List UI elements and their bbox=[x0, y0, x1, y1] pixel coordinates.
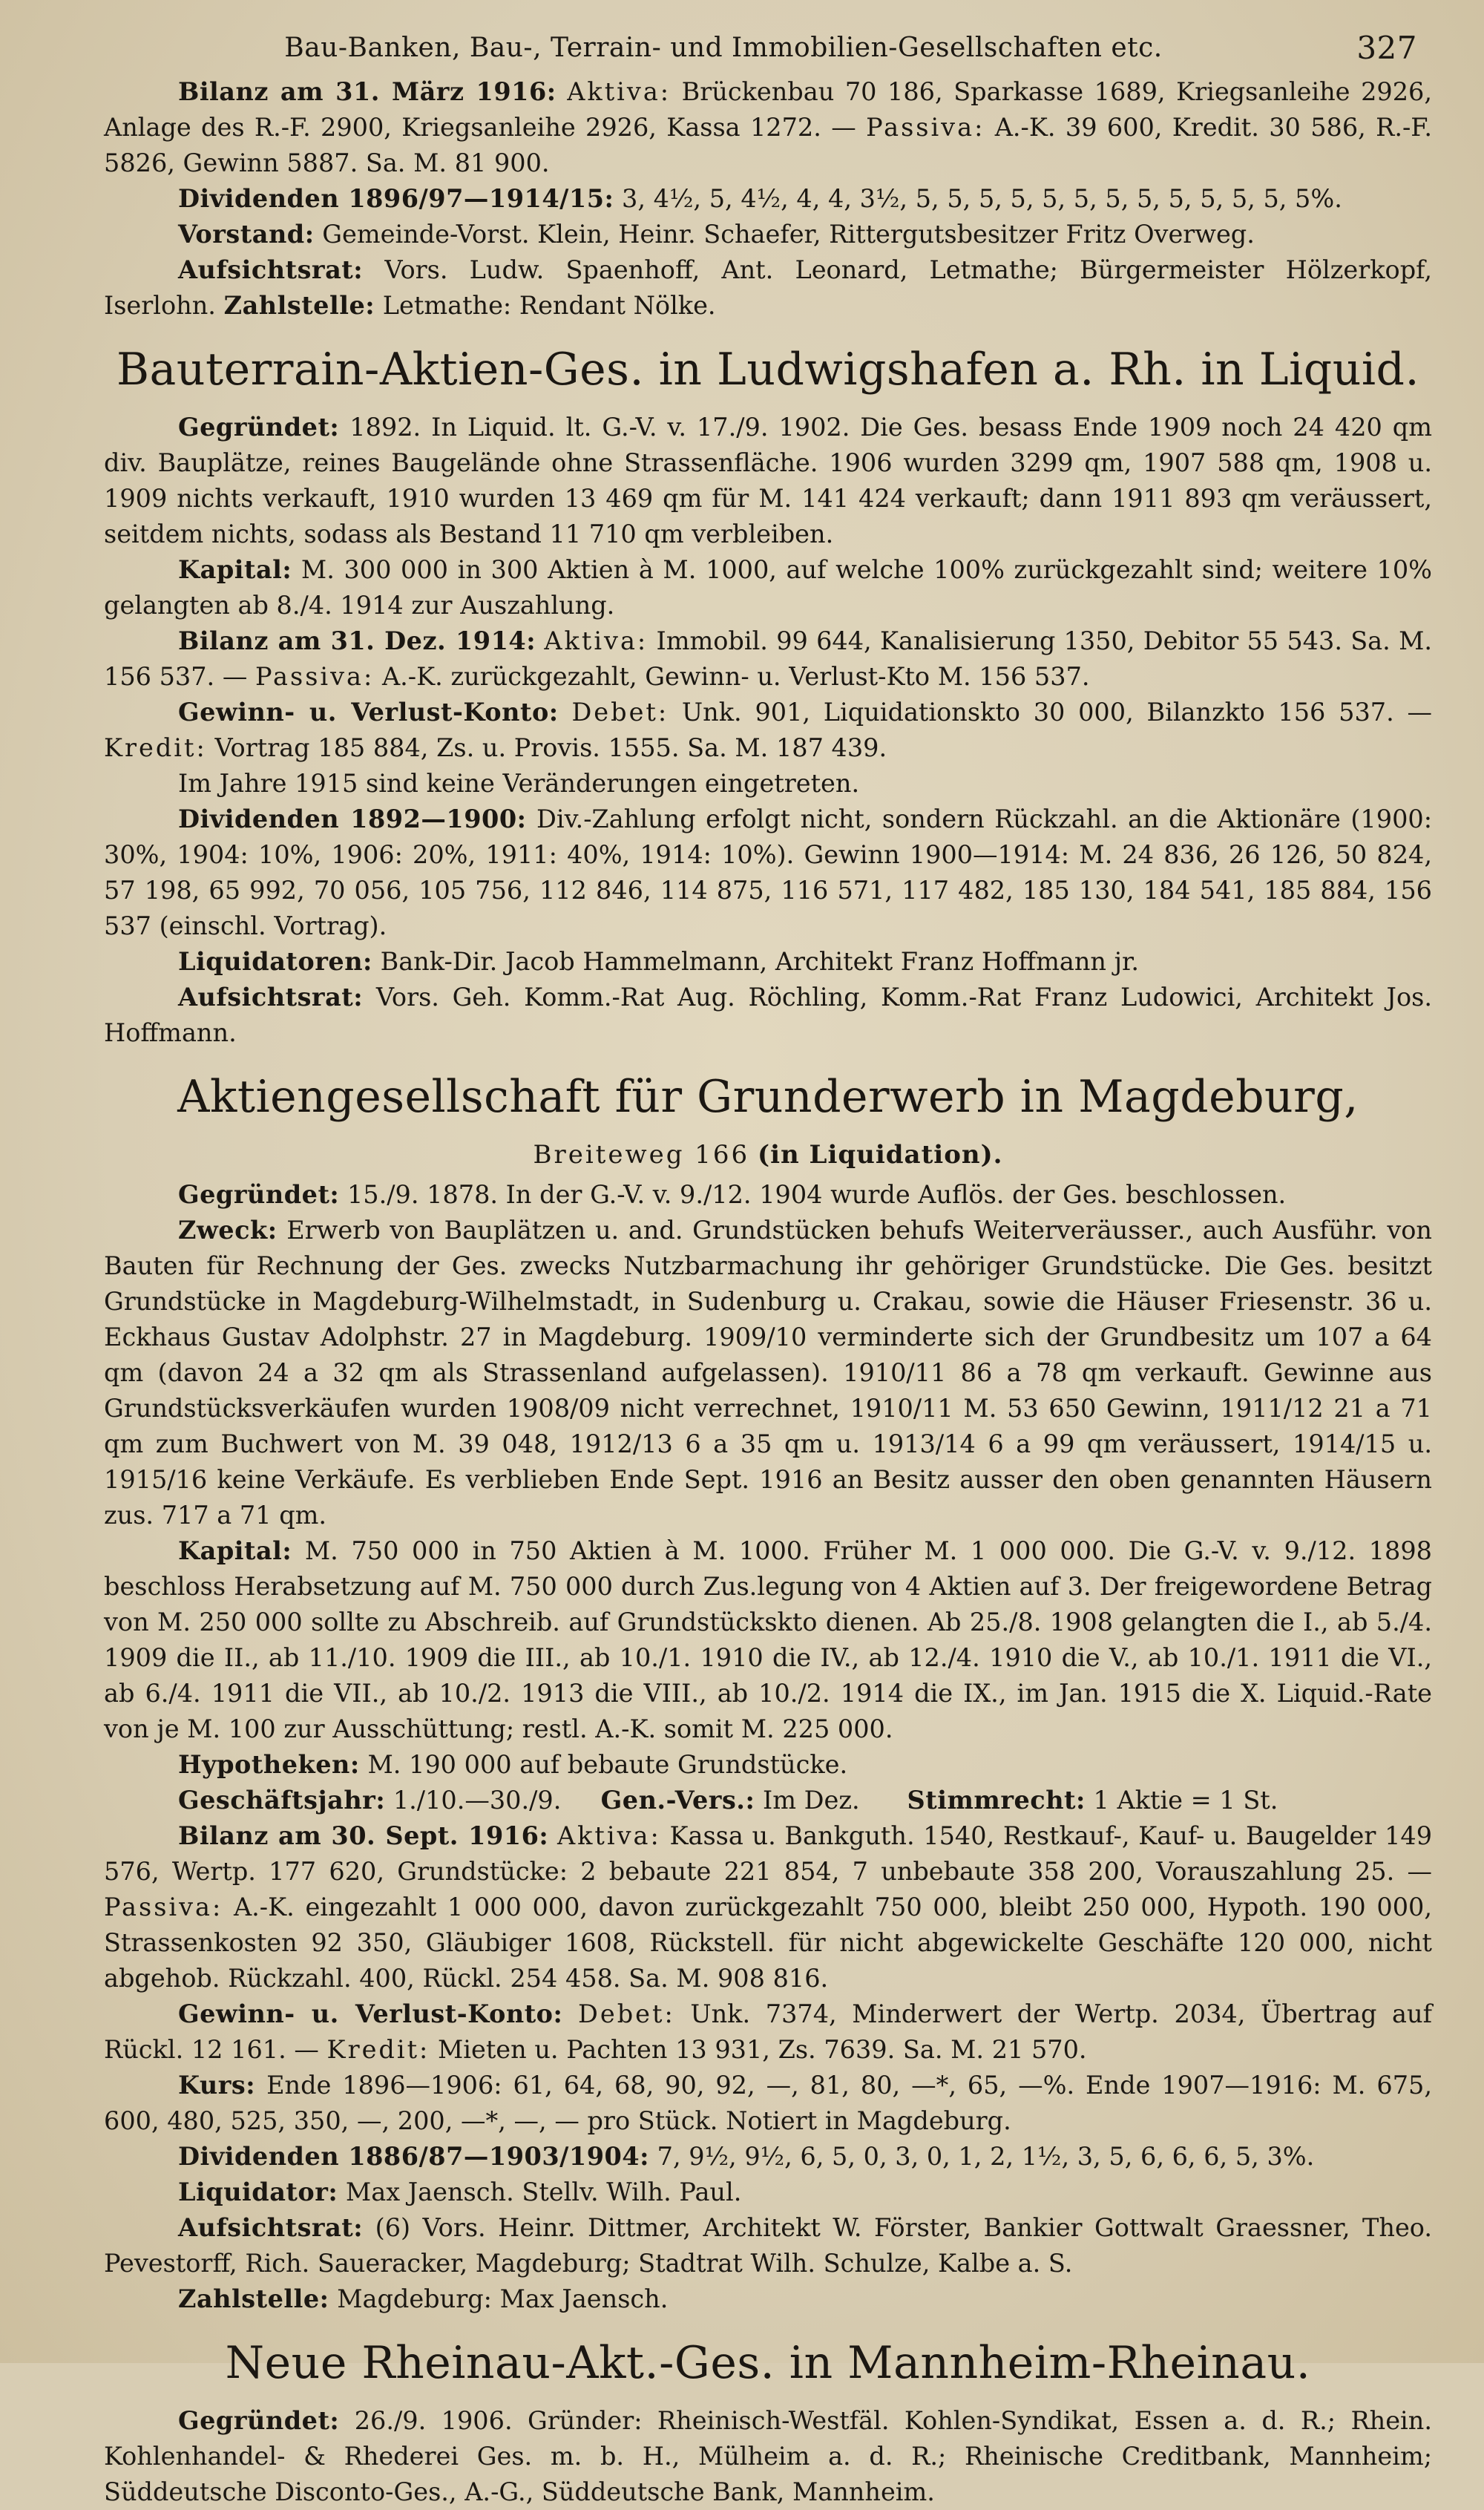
entry2-zahlstelle-text: Magdeburg: Max Jaensch. bbox=[337, 2284, 669, 2313]
entry3-title: Neue Rheinau-Akt.-Ges. in Mannheim-Rheinau. bbox=[225, 2337, 1311, 2389]
prev-bilanz-text1: Brückenbau 70 186, Sparkasse 1689, Kriegsanleihe 2926, Anlage des R.-F. 2900, Kriegsanleihe 2926, Kassa 1272. — bbox=[104, 77, 1432, 142]
entry1-dividenden-paragraph bbox=[104, 802, 1432, 944]
entry2-aufsichtsrat-paragraph bbox=[104, 2210, 1432, 2281]
entry2-bilanz-text2: A.-K. eingezahlt 1 000 000, davon zurückgezahlt 750 000, bleibt 250 000, Hypoth. 190 000, Strassenkosten 92 350, Gläubiger 1608, Rückstell. für nicht abgewickelte Geschäfte 120 000, nicht abgehob. Rückzahl. 400, Rückl. 254 458. Sa. M. 908 816. bbox=[104, 1893, 1432, 1993]
entry2-kurs-paragraph bbox=[104, 2068, 1432, 2139]
entry1-bilanz-label: Bilanz am 31. Dez. 1914: bbox=[178, 626, 536, 655]
prev-vorstand-label: Vorstand: bbox=[178, 220, 315, 249]
entry2-kurs-label: Kurs: bbox=[178, 2071, 256, 2100]
prev-aufsichtsrat-text: Vors. Ludw. Spaenhoff, Ant. Leonard, Letmathe; Bürgermeister Hölzerkopf, Iserlohn. bbox=[104, 255, 1432, 320]
prev-dividenden-label: Dividenden 1896/97—1914/15: bbox=[178, 184, 614, 213]
entry2-hypotheken-text: M. 190 000 auf bebaute Grundstücke. bbox=[367, 1750, 848, 1779]
entry2-bilanz-paragraph bbox=[104, 1818, 1432, 1996]
entry1-kapital-label: Kapital: bbox=[178, 555, 292, 584]
entry1-body bbox=[104, 410, 1432, 1051]
entry2-kurs-text: Ende 1896—1906: 61, 64, 68, 90, 92, —, 81, 80, —*, 65, —%. Ende 1907—1916: M. 675, 600, 480, 525, 350, —, 200, —*, —, — pro Stück. Notiert in Magdeburg. bbox=[104, 2071, 1432, 2135]
page-number: 327 bbox=[1356, 30, 1417, 66]
running-head bbox=[104, 22, 1432, 74]
entry1-guv-text2: Vortrag 185 884, Zs. u. Provis. 1555. Sa. M. 187 439. bbox=[214, 733, 887, 762]
entry2-gegruendet-paragraph bbox=[104, 1177, 1432, 1213]
prev-dividenden-paragraph bbox=[104, 181, 1432, 217]
entry1-dividenden-text: Div.-Zahlung erfolgt nicht, sondern Rückzahl. an die Aktionäre (1900: 30%, 1904: 10%, 1906: 20%, 1911: 40%, 1914: 10%). Gewinn 1900—1914: M. 24 836, 26 126, 50 824, 57 198, 65 992, 70 056, 105 756, 112 846, 114 875, 116 571, 117 482, 185 130, 184 541, 185 884, 156 537 (einschl. Vortrag). bbox=[104, 805, 1432, 940]
entry1-liquidatoren-label: Liquidatoren: bbox=[178, 947, 372, 976]
entry2-stimmrecht-text: 1 Aktie = 1 St. bbox=[1093, 1786, 1278, 1815]
entry3-body bbox=[104, 2403, 1432, 2510]
prev-bilanz-label: Bilanz am 31. März 1916: bbox=[178, 77, 556, 106]
entry2-subtitle-address: Breiteweg 166 bbox=[533, 1140, 750, 1170]
entry2-guv-kredit-label: Kredit: bbox=[326, 2035, 430, 2064]
entry1-dividenden-label: Dividenden 1892—1900: bbox=[178, 805, 527, 833]
entry2-guv-text1: Unk. 7374, Minderwert der Wertp. 2034, Übertrag auf Rückl. 12 161. — bbox=[104, 1999, 1432, 2064]
previous-entry-continuation bbox=[104, 74, 1432, 324]
entry2-title: Aktiengesellschaft für Grunderwerb in Magdeburg, bbox=[177, 1071, 1359, 1123]
entry2-aufsichtsrat-label: Aufsichtsrat: bbox=[178, 2213, 364, 2242]
entry2-subtitle bbox=[104, 1137, 1432, 1173]
prev-aufsichtsrat-paragraph bbox=[104, 252, 1432, 324]
entry1-bilanz-passiva-label: Passiva: bbox=[255, 662, 375, 691]
prev-bilanz-aktiva-label: Aktiva: bbox=[567, 77, 672, 106]
entry1-jahr1915-paragraph: Im Jahre 1915 sind keine Veränderungen eingetreten. bbox=[178, 769, 860, 798]
entry2-liquidator-label: Liquidator: bbox=[178, 2178, 338, 2206]
entry2-aufsichtsrat-text: (6) Vors. Heinr. Dittmer, Architekt W. Förster, Bankier Gottwalt Graessner, Theo. Pevestorff, Rich. Saueracker, Magdeburg; Stadtrat Wilh. Schulze, Kalbe a. S. bbox=[104, 2213, 1432, 2278]
entry2-zahlstelle-paragraph bbox=[104, 2281, 1432, 2317]
entry2-liquidator-paragraph bbox=[104, 2175, 1432, 2210]
entry2-geschaeftsjahr-label: Geschäftsjahr: bbox=[178, 1786, 386, 1815]
entry1-guv-paragraph bbox=[104, 695, 1432, 766]
entry2-zweck-label: Zweck: bbox=[178, 1216, 278, 1245]
entry1-gegruendet-paragraph bbox=[104, 410, 1432, 552]
entry1-guv-label: Gewinn- u. Verlust-Konto: bbox=[178, 698, 559, 727]
entry1-bilanz-aktiva-label: Aktiva: bbox=[544, 626, 649, 655]
entry1-kapital-paragraph bbox=[104, 552, 1432, 623]
entry2-guv-label: Gewinn- u. Verlust-Konto: bbox=[178, 1999, 563, 2028]
prev-vorstand-paragraph bbox=[104, 217, 1432, 252]
entry2-subtitle-status: (in Liquidation). bbox=[757, 1140, 1003, 1170]
prev-zahlstelle-label: Zahlstelle: bbox=[223, 291, 375, 320]
entry2-hypotheken-label: Hypotheken: bbox=[178, 1750, 360, 1779]
entry2-geschaeftsjahr-text: 1./10.—30./9. bbox=[393, 1786, 562, 1815]
prev-bilanz-passiva-label: Passiva: bbox=[866, 113, 985, 142]
entry3-gegruendet-label: Gegründet: bbox=[178, 2406, 340, 2435]
entry1-title: Bauterrain-Aktien-Ges. in Ludwigshafen a. Rh. in Liquid. bbox=[116, 344, 1420, 396]
entry1-guv-debet-label: Debet: bbox=[571, 698, 669, 727]
prev-zahlstelle-text: Letmathe: Rendant Nölke. bbox=[382, 291, 716, 320]
entry2-bilanz-text1: Kassa u. Bankguth. 1540, Restkauf-, Kauf- u. Baugelder 149 576, Wertp. 177 620, Grundstücke: 2 bebaute 221 854, 7 unbebaute 358 200, Vorauszahlung 25. — bbox=[104, 1821, 1433, 1886]
entry2-kapital-label: Kapital: bbox=[178, 1536, 292, 1565]
entry2-dividenden-label: Dividenden 1886/87—1903/1904: bbox=[178, 2142, 649, 2171]
entry2-guv-text2: Mieten u. Pachten 13 931, Zs. 7639. Sa. M. 21 570. bbox=[437, 2035, 1087, 2064]
entry2-gegruendet-text: 15./9. 1878. In der G.-V. v. 9./12. 1904 wurde Auflös. der Ges. beschlossen. bbox=[347, 1180, 1287, 1209]
entry1-liquidatoren-text: Bank-Dir. Jacob Hammelmann, Architekt Franz Hoffmann jr. bbox=[380, 947, 1139, 976]
entry2-guv-debet-label: Debet: bbox=[578, 1999, 675, 2028]
entry3-gegruendet-text: 26./9. 1906. Gründer: Rheinisch-Westfäl. Kohlen-Syndikat, Essen a. d. R.; Rhein. Kohlenhandel- & Rhederei Ges. m. b. H., Mülheim a. d. R.; Rheinische Creditbank, Mannheim; Süddeutsche Disconto-Ges., A.-G., Süddeutsche Bank, Mannheim. bbox=[104, 2406, 1433, 2506]
entry2-zweck-paragraph bbox=[104, 1213, 1432, 1533]
entry2-genvers-text: Im Dez. bbox=[763, 1786, 860, 1815]
entry2-geschaeftsjahr-paragraph bbox=[104, 1783, 1432, 1818]
entry1-aufsichtsrat-paragraph bbox=[104, 980, 1432, 1051]
entry1-gegruendet-label: Gegründet: bbox=[178, 413, 340, 442]
prev-bilanz-text2: A.-K. 39 600, Kredit. 30 586, R.-F. 5826, Gewinn 5887. Sa. M. 81 900. bbox=[104, 113, 1432, 177]
entry1-aufsichtsrat-text: Vors. Geh. Komm.-Rat Aug. Röchling, Komm.-Rat Franz Ludowici, Architekt Jos. Hoffmann. bbox=[104, 983, 1432, 1047]
entry3-gegruendet-paragraph bbox=[104, 2403, 1432, 2510]
entry1-guv-kredit-label: Kredit: bbox=[104, 733, 207, 762]
entry2-body bbox=[104, 1177, 1432, 2317]
entry2-zweck-text: Erwerb von Bauplätzen u. and. Grundstücken behufs Weiterveräusser., auch Ausführ. von Bauten für Rechnung der Ges. zwecks Nutzbarmachung ihr gehöriger Grundstücke. Die Ges. besitzt Grundstücke in Magdeburg-Wilhelmstadt, in Sudenburg u. Crakau, sowie die Häuser Friesenstr. 36 u. Eckhaus Gustav Adolphstr. 27 in Magdeburg. 1909/10 verminderte sich der Grundbesitz um 107 a 64 qm (davon 24 a 32 qm als Strassenland aufgelassen). 1910/11 86 a 78 qm verkauft. Gewinne aus Grundstücksverkäufen wurden 1908/09 nicht verrechnet, 1910/11 M. 53 650 Gewinn, 1911/12 21 a 71 qm zum Buchwert von M. 39 048, 1912/13 6 a 35 qm u. 1913/14 6 a 99 qm veräussert, 1914/15 u. 1915/16 keine Verkäufe. Es verblieben Ende Sept. 1916 an Besitz ausser den oben genannten Häusern zus. 717 a 71 qm. bbox=[104, 1216, 1432, 1530]
entry2-zahlstelle-label: Zahlstelle: bbox=[178, 2284, 329, 2313]
entry1-guv-text1: Unk. 901, Liquidationskto 30 000, Bilanzkto 156 537. — bbox=[681, 698, 1432, 727]
entry2-bilanz-label: Bilanz am 30. Sept. 1916: bbox=[178, 1821, 549, 1850]
entry2-gegruendet-label: Gegründet: bbox=[178, 1180, 340, 1209]
entry1-bilanz-text1: Immobil. 99 644, Kanalisierung 1350, Debitor 55 543. Sa. M. 156 537. — bbox=[104, 626, 1433, 691]
entry2-guv-paragraph bbox=[104, 1996, 1432, 2068]
entry2-dividenden-paragraph bbox=[104, 2139, 1432, 2175]
prev-bilanz-paragraph bbox=[104, 74, 1432, 181]
entry2-kapital-text: M. 750 000 in 750 Aktien à M. 1000. Früher M. 1 000 000. Die G.-V. v. 9./12. 1898 beschloss Herabsetzung auf M. 750 000 durch Zus.legung von 4 Aktien auf 3. Der freigewordene Betrag von M. 250 000 sollte zu Abschreib. auf Grundstückskto dienen. Ab 25./8. 1908 gelangten die I., ab 5./4. 1909 die II., ab 11./10. 1909 die III., ab 10./1. 1910 die IV., ab 12./4. 1910 die V., ab 10./1. 1911 die VI., ab 6./4. 1911 die VII., ab 10./2. 1913 die VIII., ab 10./2. 1914 die IX., im Jan. 1915 die X. Liquid.-Rate von je M. 100 zur Ausschüttung; restl. A.-K. somit M. 225 000. bbox=[104, 1536, 1432, 1743]
prev-dividenden-text: 3, 4½, 5, 4½, 4, 4, 3½, 5, 5, 5, 5, 5, 5, 5, 5, 5, 5, 5, 5, 5%. bbox=[622, 184, 1342, 213]
entry2-genvers-label: Gen.-Vers.: bbox=[600, 1786, 755, 1815]
entry2-dividenden-text: 7, 9½, 9½, 6, 5, 0, 3, 0, 1, 2, 1½, 3, 5, 6, 6, 6, 5, 3%. bbox=[657, 2142, 1315, 2171]
entry1-kapital-text: M. 300 000 in 300 Aktien à M. 1000, auf welche 100% zurückgezahlt sind; weitere 10% gelangten ab 8./4. 1914 zur Auszahlung. bbox=[104, 555, 1432, 620]
running-title: Bau-Banken, Bau-, Terrain- und Immobilien-Gesellschaften etc. bbox=[284, 33, 1163, 63]
entry1-liquidatoren-paragraph bbox=[104, 944, 1432, 980]
entry1-bilanz-paragraph bbox=[104, 623, 1432, 695]
entry1-gegruendet-text: 1892. In Liquid. lt. G.-V. v. 17./9. 1902. Die Ges. besass Ende 1909 noch 24 420 qm div. Bauplätze, reines Baugelände ohne Strassenfläche. 1906 wurden 3299 qm, 1907 588 qm, 1908 u. 1909 nichts verkauft, 1910 wurden 13 469 qm für M. 141 424 verkauft; dann 1911 893 qm veräussert, seitdem nichts, sodass als Bestand 11 710 qm verbleiben. bbox=[104, 413, 1432, 548]
prev-aufsichtsrat-label: Aufsichtsrat: bbox=[178, 255, 364, 284]
entry1-aufsichtsrat-label: Aufsichtsrat: bbox=[178, 983, 364, 1012]
entry2-stimmrecht-label: Stimmrecht: bbox=[907, 1786, 1086, 1815]
prev-vorstand-text: Gemeinde-Vorst. Klein, Heinr. Schaefer, Rittergutsbesitzer Fritz Overweg. bbox=[322, 220, 1255, 249]
entry1-bilanz-text2: A.-K. zurückgezahlt, Gewinn- u. Verlust-Kto M. 156 537. bbox=[381, 662, 1090, 691]
entry2-kapital-paragraph bbox=[104, 1533, 1432, 1747]
entry2-bilanz-passiva-label: Passiva: bbox=[104, 1893, 223, 1921]
entry2-liquidator-text: Max Jaensch. Stellv. Wilh. Paul. bbox=[345, 2178, 742, 2206]
entry2-bilanz-aktiva-label: Aktiva: bbox=[556, 1821, 661, 1850]
entry2-hypotheken-paragraph bbox=[104, 1747, 1432, 1783]
